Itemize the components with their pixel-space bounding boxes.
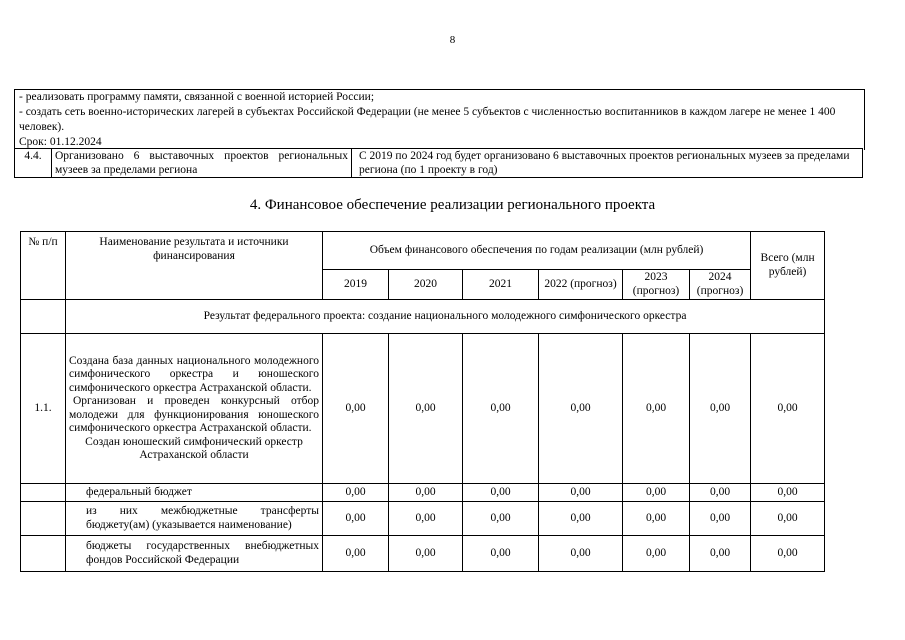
header-total: Всего (млн рублей) [751, 232, 825, 300]
value-cell: 0,00 [323, 334, 389, 484]
value-cell: 0,00 [623, 536, 690, 572]
empty-cell [21, 502, 66, 536]
value-cell: 0,00 [539, 334, 623, 484]
funding-source-label: бюджеты государственных внебюджетных фондов Российской Федерации [66, 536, 323, 572]
value-cell: 0,00 [690, 334, 751, 484]
financing-table [20, 231, 825, 572]
value-cell: 0,00 [463, 536, 539, 572]
header-year: 2022 (прогноз) [539, 270, 623, 300]
empty-cell [21, 536, 66, 572]
header-year: 2023 (прогноз) [623, 270, 690, 300]
deadline-text: Срок: 01.12.2024 [19, 136, 102, 148]
value-cell: 0,00 [389, 536, 463, 572]
value-cell: 0,00 [539, 484, 623, 502]
objective-line: - создать сеть военно-исторических лагерей в субъектах Российской Федерации (не менее 5 субъектов с численностью воспитанников в каждом лагере не менее 1 400 человек). [19, 106, 836, 133]
value-cell: 0,00 [623, 334, 690, 484]
value-cell: 0,00 [690, 484, 751, 502]
value-cell: 0,00 [539, 536, 623, 572]
header-volume: Объем финансового обеспечения по годам реализации (млн рублей) [323, 232, 751, 270]
objectives-block [14, 89, 865, 150]
result-text-part: Организован и проведен конкурсный отбор молодежи для функционирования юношеского симфонического оркестра Астраханской области. [69, 395, 319, 434]
value-cell: 0,00 [463, 484, 539, 502]
empty-cell [21, 300, 66, 334]
result-row-4-4 [14, 148, 863, 178]
header-year: 2020 [389, 270, 463, 300]
section-title: 4. Финансовое обеспечение реализации регионального проекта [249, 197, 656, 213]
value-cell: 0,00 [389, 502, 463, 536]
value-cell: 0,00 [751, 536, 825, 572]
federal-result-text: Результат федерального проекта: создание национального молодежного симфонического оркестра [66, 300, 825, 334]
result-text [66, 334, 323, 484]
header-year: 2021 [463, 270, 539, 300]
value-cell: 0,00 [690, 502, 751, 536]
objective-line: - реализовать программу памяти, связанной с военной историей России; [19, 91, 375, 103]
value-cell: 0,00 [389, 484, 463, 502]
empty-cell [21, 484, 66, 502]
result-text: Организовано 6 выставочных проектов региональных музеев за пределами региона [52, 149, 352, 177]
value-cell: 0,00 [751, 484, 825, 502]
value-cell: 0,00 [323, 502, 389, 536]
value-cell: 0,00 [690, 536, 751, 572]
value-cell: 0,00 [751, 334, 825, 484]
value-cell: 0,00 [751, 502, 825, 536]
header-num: № п/п [21, 232, 66, 300]
value-cell: 0,00 [389, 334, 463, 484]
page-number: 8 [449, 34, 456, 46]
value-cell: 0,00 [623, 484, 690, 502]
result-description: С 2019 по 2024 год будет организовано 6 выставочных проектов региональных музеев за пределами региона (по 1 проекту в год) [359, 150, 850, 176]
row-number: 4.4. [15, 149, 52, 177]
funding-source-label: федеральный бюджет [66, 484, 323, 502]
result-text-part: Создан юношеский симфонический оркестр Астраханской области [85, 435, 303, 461]
header-year: 2024 (прогноз) [690, 270, 751, 300]
header-year: 2019 [323, 270, 389, 300]
value-cell: 0,00 [623, 502, 690, 536]
value-cell: 0,00 [539, 502, 623, 536]
value-cell: 0,00 [323, 536, 389, 572]
header-name: Наименование результата и источники финансирования [66, 232, 323, 300]
value-cell: 0,00 [323, 484, 389, 502]
value-cell: 0,00 [463, 334, 539, 484]
value-cell: 0,00 [463, 502, 539, 536]
row-number: 1.1. [21, 334, 66, 484]
result-text-part: Создана база данных национального молодежного симфонического оркестра и юношеского симфонического оркестра Астраханской области. [69, 354, 319, 394]
funding-source-label: из них межбюджетные трансферты бюджету(ам) (указывается наименование) [66, 502, 323, 536]
